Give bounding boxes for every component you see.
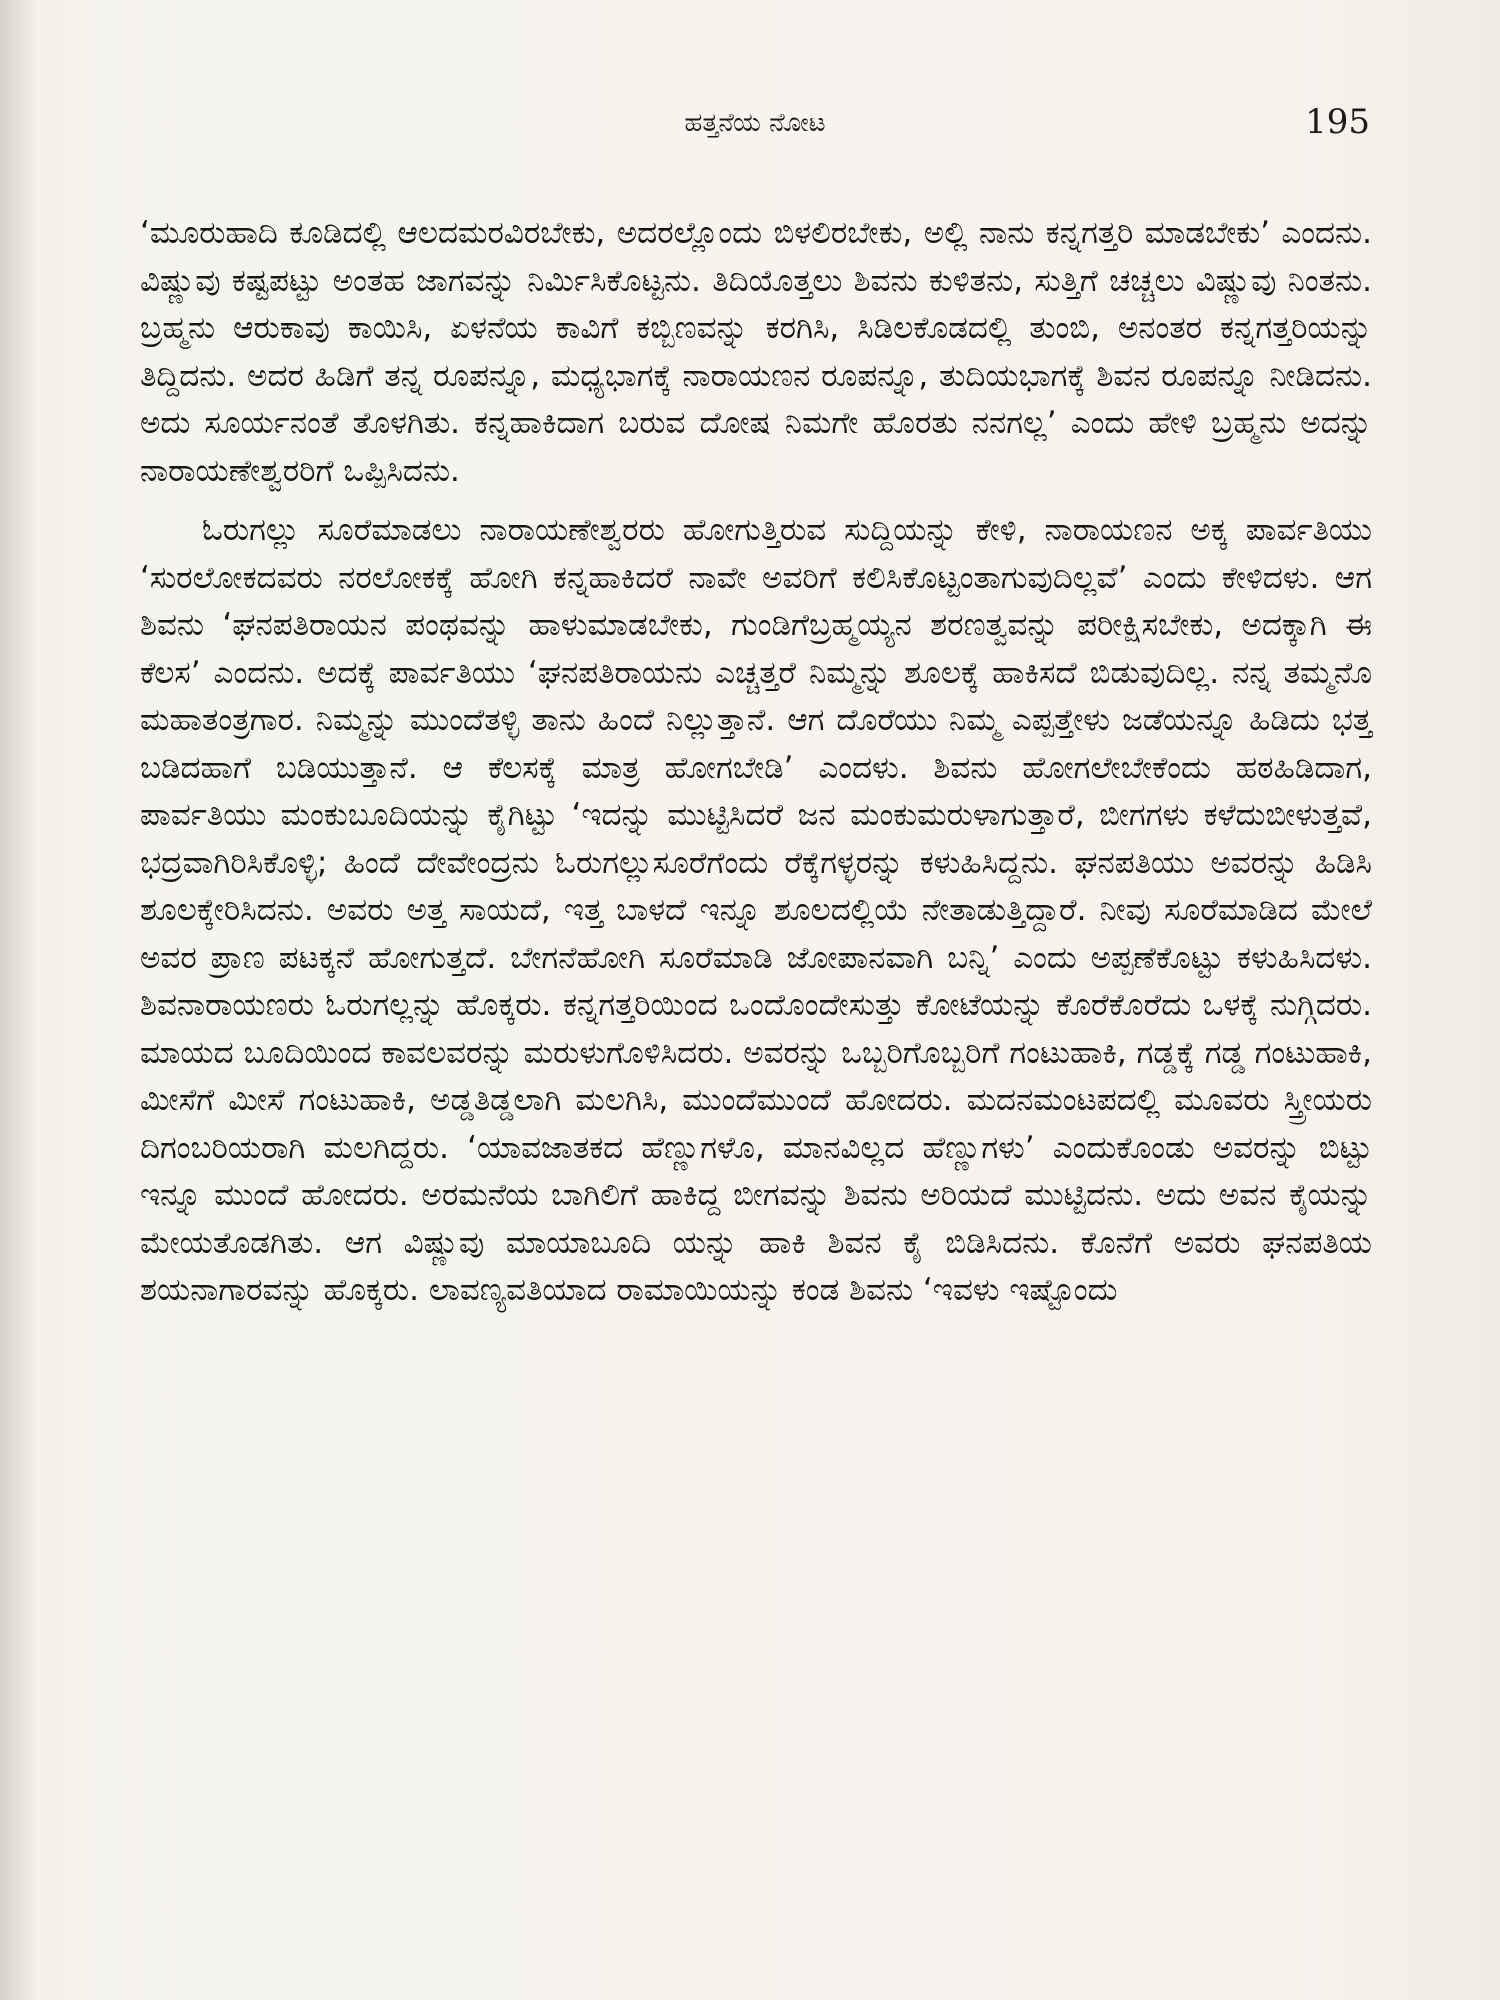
paragraph-2: ಓರುಗಲ್ಲು ಸೂರೆಮಾಡಲು ನಾರಾಯಣೇಶ್ವರರು ಹೋಗುತ್ತಿರುವ ಸುದ್ದಿಯನ್ನು ಕೇಳಿ, ನಾರಾಯಣನ ಅಕ್ಕ ಪಾರ್ವತಿಯು ‘ಸುರಲೋಕದವರು ನರಲೋಕಕ್ಕೆ ಹೋಗಿ ಕನ್ನಹಾಕಿದರೆ ನಾವೇ ಅವರಿಗೆ ಕಲಿಸಿಕೊಟ್ಟಂತಾಗುವುದಿಲ್ಲವೆ’ ಎಂದು ಕೇಳಿದಳು. ಆಗ ಶಿವನು ‘ಘನಪತಿರಾಯನ ಪಂಥವನ್ನು ಹಾಳುಮಾಡಬೇಕು, ಗುಂಡಿಗೆಬ್ರಹ್ಮಯ್ಯನ ಶರಣತ್ವವನ್ನು ಪರೀಕ್ಷಿಸಬೇಕು, ಅದಕ್ಕಾಗಿ ಈ ಕೆಲಸ’ ಎಂದನು. ಅದಕ್ಕೆ ಪಾರ್ವತಿಯು ‘ಘನಪತಿರಾಯನು ಎಚ್ಚತ್ತರೆ ನಿಮ್ಮನ್ನು ಶೂಲಕ್ಕೆ ಹಾಕಿಸದೆ ಬಿಡುವುದಿಲ್ಲ. ನನ್ನ ತಮ್ಮನೊ ಮಹಾತಂತ್ರಗಾರ. ನಿಮ್ಮನ್ನು ಮುಂದೆತಳ್ಳಿ ತಾನು ಹಿಂದೆ ನಿಲ್ಲುತ್ತಾನೆ. ಆಗ ದೊರೆಯು ನಿಮ್ಮ ಎಪ್ಪತ್ತೇಳು ಜಡೆಯನ್ನೂ ಹಿಡಿದು ಭತ್ತ ಬಡಿದಹಾಗೆ ಬಡಿಯುತ್ತಾನೆ. ಆ ಕೆಲಸಕ್ಕೆ ಮಾತ್ರ ಹೋಗಬೇಡಿ’ ಎಂದಳು. ಶಿವನು ಹೋಗಲೇಬೇಕೆಂದು ಹಠಹಿಡಿದಾಗ, ಪಾರ್ವತಿಯು ಮಂಕುಬೂದಿಯನ್ನು ಕೈಗಿಟ್ಟು ‘ಇದನ್ನು ಮುಟ್ಟಿಸಿದರೆ ಜನ ಮಂಕುಮರುಳಾಗುತ್ತಾರೆ, ಬೀಗಗಳು ಕಳೆದುಬೀಳುತ್ತವೆ, ಭದ್ರವಾಗಿರಿಸಿಕೊಳ್ಳಿ; ಹಿಂದೆ ದೇವೇಂದ್ರನು ಓರುಗಲ್ಲುಸೂರೆಗೆಂದು ರೆಕ್ಕೆಗಳ್ಳರನ್ನು ಕಳುಹಿಸಿದ್ದನು. ಘನಪತಿಯು ಅವರನ್ನು ಹಿಡಿಸಿ ಶೂಲಕ್ಕೇರಿಸಿದನು. ಅವರು ಅತ್ತ ಸಾಯದೆ, ಇತ್ತ ಬಾಳದೆ ಇನ್ನೂ ಶೂಲದಲ್ಲಿಯೆ ನೇತಾಡುತ್ತಿದ್ದಾರೆ. ನೀವು ಸೂರೆಮಾಡಿದ ಮೇಲೆ ಅವರ ಪ್ರಾಣ ಪಟಕ್ಕನೆ ಹೋಗುತ್ತದೆ. ಬೇಗನೆಹೋಗಿ ಸೂರೆಮಾಡಿ ಜೋಪಾನವಾಗಿ ಬನ್ನಿ’ ಎಂದು ಅಪ್ಪಣೆಕೊಟ್ಟು ಕಳುಹಿಸಿದಳು. ಶಿವನಾರಾಯಣರು ಓರುಗಲ್ಲನ್ನು ಹೊಕ್ಕರು. ಕನ್ನಗತ್ತರಿಯಿಂದ ಒಂದೊಂದೇಸುತ್ತು ಕೋಟೆಯನ್ನು ಕೊರೆಕೊರೆದು ಒಳಕ್ಕೆ ನುಗ್ಗಿದರು. ಮಾಯದ ಬೂದಿಯಿಂದ ಕಾವಲವರನ್ನು ಮರುಳುಗೊಳಿಸಿದರು. ಅವರನ್ನು ಒಬ್ಬರಿಗೊಬ್ಬರಿಗೆ ಗಂಟುಹಾಕಿ, ಗಡ್ಡಕ್ಕೆ ಗಡ್ಡ ಗಂಟುಹಾಕಿ, ಮೀಸೆಗೆ ಮೀಸೆ ಗಂಟುಹಾಕಿ, ಅಡ್ಡತಿಡ್ಡಲಾಗಿ ಮಲಗಿಸಿ, ಮುಂದೆಮುಂದೆ ಹೋದರು. ಮದನಮಂಟಪದಲ್ಲಿ ಮೂವರು ಸ್ತ್ರೀಯರು ದಿಗಂಬರಿಯರಾಗಿ ಮಲಗಿದ್ದರು. ‘ಯಾವಜಾತಕದ ಹೆಣ್ಣುಗಳೊ, ಮಾನವಿಲ್ಲದ ಹೆಣ್ಣುಗಳು’ ಎಂದುಕೊಂಡು ಅವರನ್ನು ಬಿಟ್ಟು ಇನ್ನೂ ಮುಂದೆ ಹೋದರು. ಅರಮನೆಯ ಬಾಗಿಲಿಗೆ ಹಾಕಿದ್ದ ಬೀಗವನ್ನು ಶಿವನು ಅರಿಯದೆ ಮುಟ್ಟಿದನು. ಅದು ಅವನ ಕೈಯನ್ನು ಮೇಯತೊಡಗಿತು. ಆಗ ವಿಷ್ಣುವು ಮಾಯಾಬೂದಿ ಯನ್ನು ಹಾಕಿ ಶಿವನ ಕೈ ಬಿಡಿಸಿದನು. ಕೊನೆಗೆ ಅವರು ಘನಪತಿಯ ಶಯನಾಗಾರವನ್ನು ಹೊಕ್ಕರು. ಲಾವಣ್ಯವತಿಯಾದ ರಾಮಾಯಿಯನ್ನು ಕಂಡ ಶಿವನು ‘ಇವಳು ಇಷ್ಟೊಂದು bbox=[140, 512, 1372, 1308]
running-head: ಹತ್ತನೆಯ ನೋಟ bbox=[684, 108, 826, 138]
body-text bbox=[140, 210, 1372, 1315]
page-header bbox=[140, 102, 1370, 148]
book-spine-shadow bbox=[0, 0, 36, 2000]
page-number: 195 bbox=[1305, 102, 1370, 142]
paragraph-1: ‘ಮೂರುಹಾದಿ ಕೂಡಿದಲ್ಲಿ ಆಲದಮರವಿರಬೇಕು, ಅದರಲ್ಲೊಂದು ಬಿಳಲಿರಬೇಕು, ಅಲ್ಲಿ ನಾನು ಕನ್ನಗತ್ತರಿ ಮಾಡಬೇಕು’ ಎಂದನು. ವಿಷ್ಣುವು ಕಷ್ಟಪಟ್ಟು ಅಂತಹ ಜಾಗವನ್ನು ನಿರ್ಮಿಸಿಕೊಟ್ಟನು. ತಿದಿಯೊತ್ತಲು ಶಿವನು ಕುಳಿತನು, ಸುತ್ತಿಗೆ ಚಚ್ಚಲು ವಿಷ್ಣುವು ನಿಂತನು. ಬ್ರಹ್ಮನು ಆರುಕಾವು ಕಾಯಿಸಿ, ಏಳನೆಯ ಕಾವಿಗೆ ಕಬ್ಬಿಣವನ್ನು ಕರಗಿಸಿ, ಸಿಡಿಲಕೊಡದಲ್ಲಿ ತುಂಬಿ, ಅನಂತರ ಕನ್ನಗತ್ತರಿಯನ್ನು ತಿದ್ದಿದನು. ಅದರ ಹಿಡಿಗೆ ತನ್ನ ರೂಪನ್ನೂ, ಮಧ್ಯಭಾಗಕ್ಕೆ ನಾರಾಯಣನ ರೂಪನ್ನೂ, ತುದಿಯಭಾಗಕ್ಕೆ ಶಿವನ ರೂಪನ್ನೂ ನೀಡಿದನು. ಅದು ಸೂರ್ಯನಂತೆ ತೊಳಗಿತು. ಕನ್ನಹಾಕಿದಾಗ ಬರುವ ದೋಷ ನಿಮಗೇ ಹೊರತು ನನಗಲ್ಲ’ ಎಂದು ಹೇಳಿ ಬ್ರಹ್ಮನು ಅದನ್ನು ನಾರಾಯಣೇಶ್ವರರಿಗೆ ಒಪ್ಪಿಸಿದನು. bbox=[140, 215, 1372, 489]
